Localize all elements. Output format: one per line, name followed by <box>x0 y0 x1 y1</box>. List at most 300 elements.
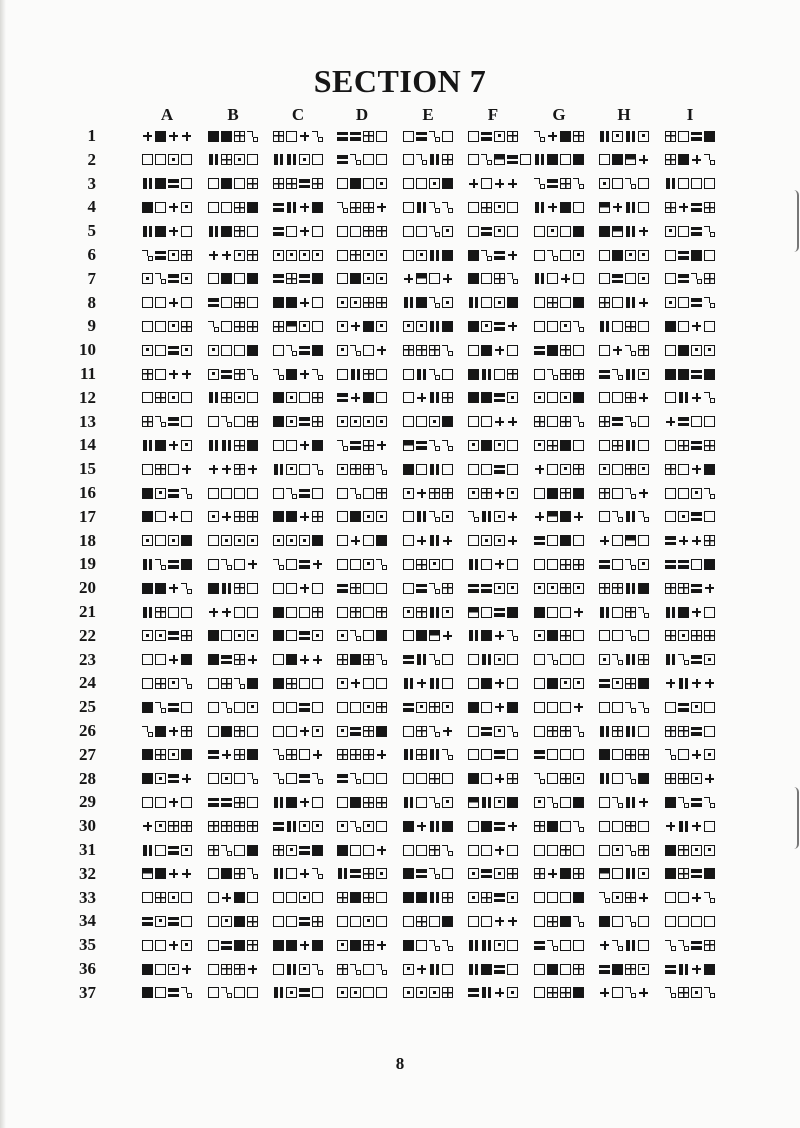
hook-icon <box>312 773 323 784</box>
half-square-icon <box>429 630 440 641</box>
row-number: 22 <box>79 625 96 645</box>
open-square-icon <box>155 940 166 951</box>
open-square-icon <box>704 178 715 189</box>
open-square-icon <box>416 416 427 427</box>
quartered-square-icon <box>704 630 715 641</box>
double-bar-icon <box>273 987 284 998</box>
quartered-square-icon <box>612 726 623 737</box>
filled-square-icon <box>442 178 453 189</box>
plus-icon <box>247 464 258 475</box>
plus-icon <box>299 511 310 522</box>
symbol-cell-19-c <box>273 557 323 571</box>
dotted-square-icon <box>168 250 179 261</box>
double-bar-icon <box>208 392 219 403</box>
plus-icon <box>691 464 702 475</box>
double-dash-icon <box>691 369 702 380</box>
filled-square-icon <box>155 178 166 189</box>
dotted-square-icon <box>168 392 179 403</box>
open-square-icon <box>534 321 545 332</box>
double-dash-icon <box>168 702 179 713</box>
half-square-icon <box>468 797 479 808</box>
quartered-square-icon <box>638 345 649 356</box>
open-square-icon <box>403 559 414 570</box>
symbol-cell-20-d <box>337 581 387 595</box>
double-bar-icon <box>625 940 636 951</box>
filled-square-icon <box>599 916 610 927</box>
symbol-cell-22-b <box>208 629 258 643</box>
open-square-icon <box>678 178 689 189</box>
symbol-cell-21-h <box>599 605 649 619</box>
open-square-icon <box>350 845 361 856</box>
symbol-cell-25-i <box>665 700 715 714</box>
quartered-square-icon <box>625 607 636 618</box>
plus-icon <box>168 868 179 879</box>
symbol-cell-29-i <box>665 795 715 809</box>
filled-square-icon <box>534 607 545 618</box>
dotted-square-icon <box>429 987 440 998</box>
dotted-square-icon <box>168 321 179 332</box>
open-square-icon <box>704 321 715 332</box>
symbol-cell-27-i <box>665 748 715 762</box>
hook-icon <box>221 987 232 998</box>
double-bar-icon <box>142 178 153 189</box>
filled-square-icon <box>442 416 453 427</box>
double-dash-icon <box>273 202 284 213</box>
quartered-square-icon <box>560 369 571 380</box>
open-square-icon <box>142 392 153 403</box>
open-square-icon <box>376 369 387 380</box>
dotted-square-icon <box>507 987 518 998</box>
dotted-square-icon <box>363 250 374 261</box>
double-dash-icon <box>168 773 179 784</box>
symbol-cell-22-h <box>599 629 649 643</box>
symbol-cell-7-c <box>273 272 323 286</box>
filled-square-icon <box>286 654 297 665</box>
open-square-icon <box>678 892 689 903</box>
symbol-cell-6-a <box>142 248 192 262</box>
plus-icon <box>665 416 676 427</box>
hook-icon <box>429 297 440 308</box>
dotted-square-icon <box>363 821 374 832</box>
symbol-cell-16-g <box>534 486 584 500</box>
dotted-square-icon <box>208 345 219 356</box>
hook-icon <box>247 369 258 380</box>
hook-icon <box>155 416 166 427</box>
open-square-icon <box>599 845 610 856</box>
open-square-icon <box>403 369 414 380</box>
row-number: 9 <box>87 316 96 336</box>
row-number: 25 <box>79 697 96 717</box>
symbol-cell-13-b <box>208 415 258 429</box>
quartered-square-icon <box>155 749 166 760</box>
dotted-square-icon <box>181 202 192 213</box>
row-number: 7 <box>87 268 96 288</box>
plus-icon <box>299 202 310 213</box>
row-number: 1 <box>87 126 96 145</box>
open-square-icon <box>573 273 584 284</box>
symbol-cell-16-f <box>468 486 518 500</box>
open-square-icon <box>481 607 492 618</box>
quartered-square-icon <box>363 749 374 760</box>
symbol-cell-20-e <box>403 581 453 595</box>
hook-icon <box>273 559 284 570</box>
symbol-cell-18-h <box>599 534 649 548</box>
double-dash-icon <box>691 226 702 237</box>
open-square-icon <box>481 273 492 284</box>
symbol-cell-11-c <box>273 367 323 381</box>
filled-square-icon <box>560 131 571 142</box>
open-square-icon <box>704 250 715 261</box>
dotted-square-icon <box>155 488 166 499</box>
symbol-cell-20-h <box>599 581 649 595</box>
binding-mark-upper <box>794 190 799 252</box>
dotted-square-icon <box>181 440 192 451</box>
symbol-cell-21-a <box>142 605 192 619</box>
double-dash-icon <box>142 916 153 927</box>
dotted-square-icon <box>337 987 348 998</box>
plus-icon <box>612 202 623 213</box>
double-bar-icon <box>599 131 610 142</box>
open-square-icon <box>599 250 610 261</box>
open-square-icon <box>468 226 479 237</box>
quartered-square-icon <box>376 702 387 713</box>
double-bar-icon <box>429 964 440 975</box>
double-dash-icon <box>691 440 702 451</box>
symbol-cell-34-d <box>337 914 387 928</box>
dotted-square-icon <box>638 369 649 380</box>
quartered-square-icon <box>168 821 179 832</box>
filled-square-icon <box>247 749 258 760</box>
symbol-cell-11-d <box>337 367 387 381</box>
symbol-cell-23-g <box>534 653 584 667</box>
symbol-cell-26-h <box>599 724 649 738</box>
row-number: 23 <box>79 649 96 669</box>
open-square-icon <box>181 392 192 403</box>
filled-square-icon <box>286 797 297 808</box>
open-square-icon <box>376 583 387 594</box>
open-square-icon <box>363 607 374 618</box>
dotted-square-icon <box>442 797 453 808</box>
filled-square-icon <box>247 845 258 856</box>
double-bar-icon <box>273 154 284 165</box>
symbol-cell-33-b <box>208 891 258 905</box>
open-square-icon <box>181 892 192 903</box>
plus-icon <box>416 392 427 403</box>
hook-icon <box>442 845 453 856</box>
open-square-icon <box>376 154 387 165</box>
quartered-square-icon <box>221 678 232 689</box>
quartered-square-icon <box>234 321 245 332</box>
hook-icon <box>312 369 323 380</box>
dotted-square-icon <box>494 797 505 808</box>
quartered-square-icon <box>350 250 361 261</box>
filled-square-icon <box>665 321 676 332</box>
open-square-icon <box>560 250 571 261</box>
hook-icon <box>704 154 715 165</box>
hook-icon <box>573 726 584 737</box>
symbol-cell-17-i <box>665 510 715 524</box>
symbol-cell-28-b <box>208 772 258 786</box>
open-square-icon <box>547 607 558 618</box>
hook-icon <box>625 488 636 499</box>
open-square-icon <box>155 535 166 546</box>
open-square-icon <box>612 987 623 998</box>
quartered-square-icon <box>560 345 571 356</box>
symbol-cell-17-a <box>142 510 192 524</box>
open-square-icon <box>507 440 518 451</box>
plus-icon <box>350 392 361 403</box>
symbol-cell-17-c <box>273 510 323 524</box>
double-dash-icon <box>494 321 505 332</box>
filled-square-icon <box>612 250 623 261</box>
plus-icon <box>638 392 649 403</box>
open-square-icon <box>612 702 623 713</box>
dotted-square-icon <box>403 964 414 975</box>
dotted-square-icon <box>168 892 179 903</box>
symbol-cell-32-e <box>403 867 453 881</box>
dotted-square-icon <box>573 773 584 784</box>
dotted-square-icon <box>612 892 623 903</box>
filled-square-icon <box>247 678 258 689</box>
symbol-cell-3-e <box>403 177 453 191</box>
open-square-icon <box>704 726 715 737</box>
dotted-square-icon <box>168 535 179 546</box>
filled-square-icon <box>416 630 427 641</box>
dotted-square-icon <box>638 131 649 142</box>
plus-icon <box>168 940 179 951</box>
symbol-cell-36-d <box>337 962 387 976</box>
quartered-square-icon <box>678 845 689 856</box>
open-square-icon <box>612 392 623 403</box>
symbol-cell-18-e <box>403 534 453 548</box>
double-dash-icon <box>665 964 676 975</box>
double-bar-icon <box>208 226 219 237</box>
row-number: 21 <box>79 602 96 621</box>
plus-icon <box>299 583 310 594</box>
double-dash-icon <box>507 154 518 165</box>
double-dash-icon <box>299 987 310 998</box>
open-square-icon <box>638 630 649 641</box>
symbol-cell-25-d <box>337 700 387 714</box>
dotted-square-icon <box>312 821 323 832</box>
plus-icon <box>376 345 387 356</box>
filled-square-icon <box>142 749 153 760</box>
double-bar-icon <box>416 511 427 522</box>
symbol-cell-30-d <box>337 819 387 833</box>
filled-square-icon <box>142 202 153 213</box>
open-square-icon <box>155 369 166 380</box>
double-dash-icon <box>299 345 310 356</box>
open-square-icon <box>286 702 297 713</box>
symbol-cell-35-g <box>534 938 584 952</box>
hook-icon <box>429 726 440 737</box>
symbol-cell-33-a <box>142 891 192 905</box>
plus-icon <box>168 654 179 665</box>
open-square-icon <box>363 964 374 975</box>
symbol-cell-18-c <box>273 534 323 548</box>
plus-icon <box>350 321 361 332</box>
open-square-icon <box>560 892 571 903</box>
half-square-icon <box>142 868 153 879</box>
dotted-square-icon <box>573 678 584 689</box>
symbol-cell-2-d <box>337 153 387 167</box>
symbol-cell-11-g <box>534 367 584 381</box>
plus-icon <box>299 726 310 737</box>
plus-icon <box>376 440 387 451</box>
double-bar-icon <box>142 559 153 570</box>
plus-icon <box>442 630 453 641</box>
plus-icon <box>221 464 232 475</box>
open-square-icon <box>403 773 414 784</box>
plus-icon <box>181 964 192 975</box>
quartered-square-icon <box>376 297 387 308</box>
symbol-cell-30-e <box>403 819 453 833</box>
dotted-square-icon <box>638 868 649 879</box>
open-square-icon <box>181 797 192 808</box>
open-square-icon <box>312 226 323 237</box>
double-dash-icon <box>221 940 232 951</box>
filled-square-icon <box>350 273 361 284</box>
symbol-cell-22-e <box>403 629 453 643</box>
dotted-square-icon <box>337 321 348 332</box>
open-square-icon <box>363 583 374 594</box>
hook-icon <box>547 797 558 808</box>
open-square-icon <box>678 464 689 475</box>
row-number: 24 <box>79 673 96 693</box>
open-square-icon <box>665 440 676 451</box>
hook-icon <box>429 369 440 380</box>
filled-square-icon <box>612 154 623 165</box>
symbol-cell-22-g <box>534 629 584 643</box>
double-dash-icon <box>612 273 623 284</box>
hook-icon <box>429 440 440 451</box>
open-square-icon <box>403 916 414 927</box>
quartered-square-icon <box>547 297 558 308</box>
symbol-cell-19-e <box>403 557 453 571</box>
plus-icon <box>507 250 518 261</box>
double-bar-icon <box>481 987 492 998</box>
open-square-icon <box>208 726 219 737</box>
quartered-square-icon <box>507 131 518 142</box>
filled-square-icon <box>573 392 584 403</box>
open-square-icon <box>299 678 310 689</box>
symbol-cell-24-i <box>665 676 715 690</box>
double-dash-icon <box>350 131 361 142</box>
open-square-icon <box>337 488 348 499</box>
open-square-icon <box>142 654 153 665</box>
open-square-icon <box>299 607 310 618</box>
quartered-square-icon <box>442 583 453 594</box>
open-square-icon <box>337 273 348 284</box>
symbol-cell-5-a <box>142 224 192 238</box>
dotted-square-icon <box>442 511 453 522</box>
open-square-icon <box>468 464 479 475</box>
double-bar-icon <box>665 654 676 665</box>
plus-icon <box>376 845 387 856</box>
dotted-square-icon <box>494 297 505 308</box>
plus-icon <box>221 607 232 618</box>
dotted-square-icon <box>429 416 440 427</box>
symbol-cell-20-a <box>142 581 192 595</box>
open-square-icon <box>234 416 245 427</box>
quartered-square-icon <box>363 440 374 451</box>
symbol-cell-22-f <box>468 629 518 643</box>
dotted-square-icon <box>507 892 518 903</box>
quartered-square-icon <box>247 940 258 951</box>
open-square-icon <box>234 488 245 499</box>
open-square-icon <box>507 654 518 665</box>
symbol-cell-13-c <box>273 415 323 429</box>
open-square-icon <box>612 773 623 784</box>
open-square-icon <box>337 607 348 618</box>
symbol-cell-29-c <box>273 795 323 809</box>
quartered-square-icon <box>234 868 245 879</box>
hook-icon <box>429 131 440 142</box>
open-square-icon <box>507 964 518 975</box>
open-square-icon <box>155 654 166 665</box>
symbol-cell-3-i <box>665 177 715 191</box>
quartered-square-icon <box>560 583 571 594</box>
symbol-cell-28-f <box>468 772 518 786</box>
double-bar-icon <box>481 654 492 665</box>
symbol-cell-24-b <box>208 676 258 690</box>
half-square-icon <box>547 511 558 522</box>
quartered-square-icon <box>363 654 374 665</box>
open-square-icon <box>376 392 387 403</box>
double-dash-icon <box>208 297 219 308</box>
quartered-square-icon <box>534 821 545 832</box>
quartered-square-icon <box>363 940 374 951</box>
hook-icon <box>142 250 153 261</box>
dotted-square-icon <box>363 416 374 427</box>
symbol-cell-36-e <box>403 962 453 976</box>
quartered-square-icon <box>221 964 232 975</box>
plus-icon <box>181 369 192 380</box>
dotted-square-icon <box>234 154 245 165</box>
symbol-cell-19-b <box>208 557 258 571</box>
hook-icon <box>665 940 676 951</box>
filled-square-icon <box>704 464 715 475</box>
open-square-icon <box>221 488 232 499</box>
symbol-cell-13-d <box>337 415 387 429</box>
symbol-cell-1-d <box>337 129 387 143</box>
dotted-square-icon <box>155 821 166 832</box>
double-dash-icon <box>547 178 558 189</box>
symbol-cell-15-d <box>337 462 387 476</box>
quartered-square-icon <box>599 583 610 594</box>
filled-square-icon <box>273 392 284 403</box>
symbol-cell-3-h <box>599 177 649 191</box>
symbol-cell-2-i <box>665 153 715 167</box>
plus-icon <box>247 559 258 570</box>
hook-icon <box>273 749 284 760</box>
filled-square-icon <box>208 583 219 594</box>
open-square-icon <box>468 749 479 760</box>
open-square-icon <box>221 321 232 332</box>
symbol-cell-12-a <box>142 391 192 405</box>
double-bar-icon <box>221 583 232 594</box>
open-square-icon <box>560 226 571 237</box>
open-square-icon <box>247 607 258 618</box>
symbol-cell-3-c <box>273 177 323 191</box>
dotted-square-icon <box>337 821 348 832</box>
plus-icon <box>299 131 310 142</box>
symbol-cell-4-a <box>142 200 192 214</box>
open-square-icon <box>534 964 545 975</box>
filled-square-icon <box>142 702 153 713</box>
symbol-cell-2-a <box>142 153 192 167</box>
open-square-icon <box>403 250 414 261</box>
